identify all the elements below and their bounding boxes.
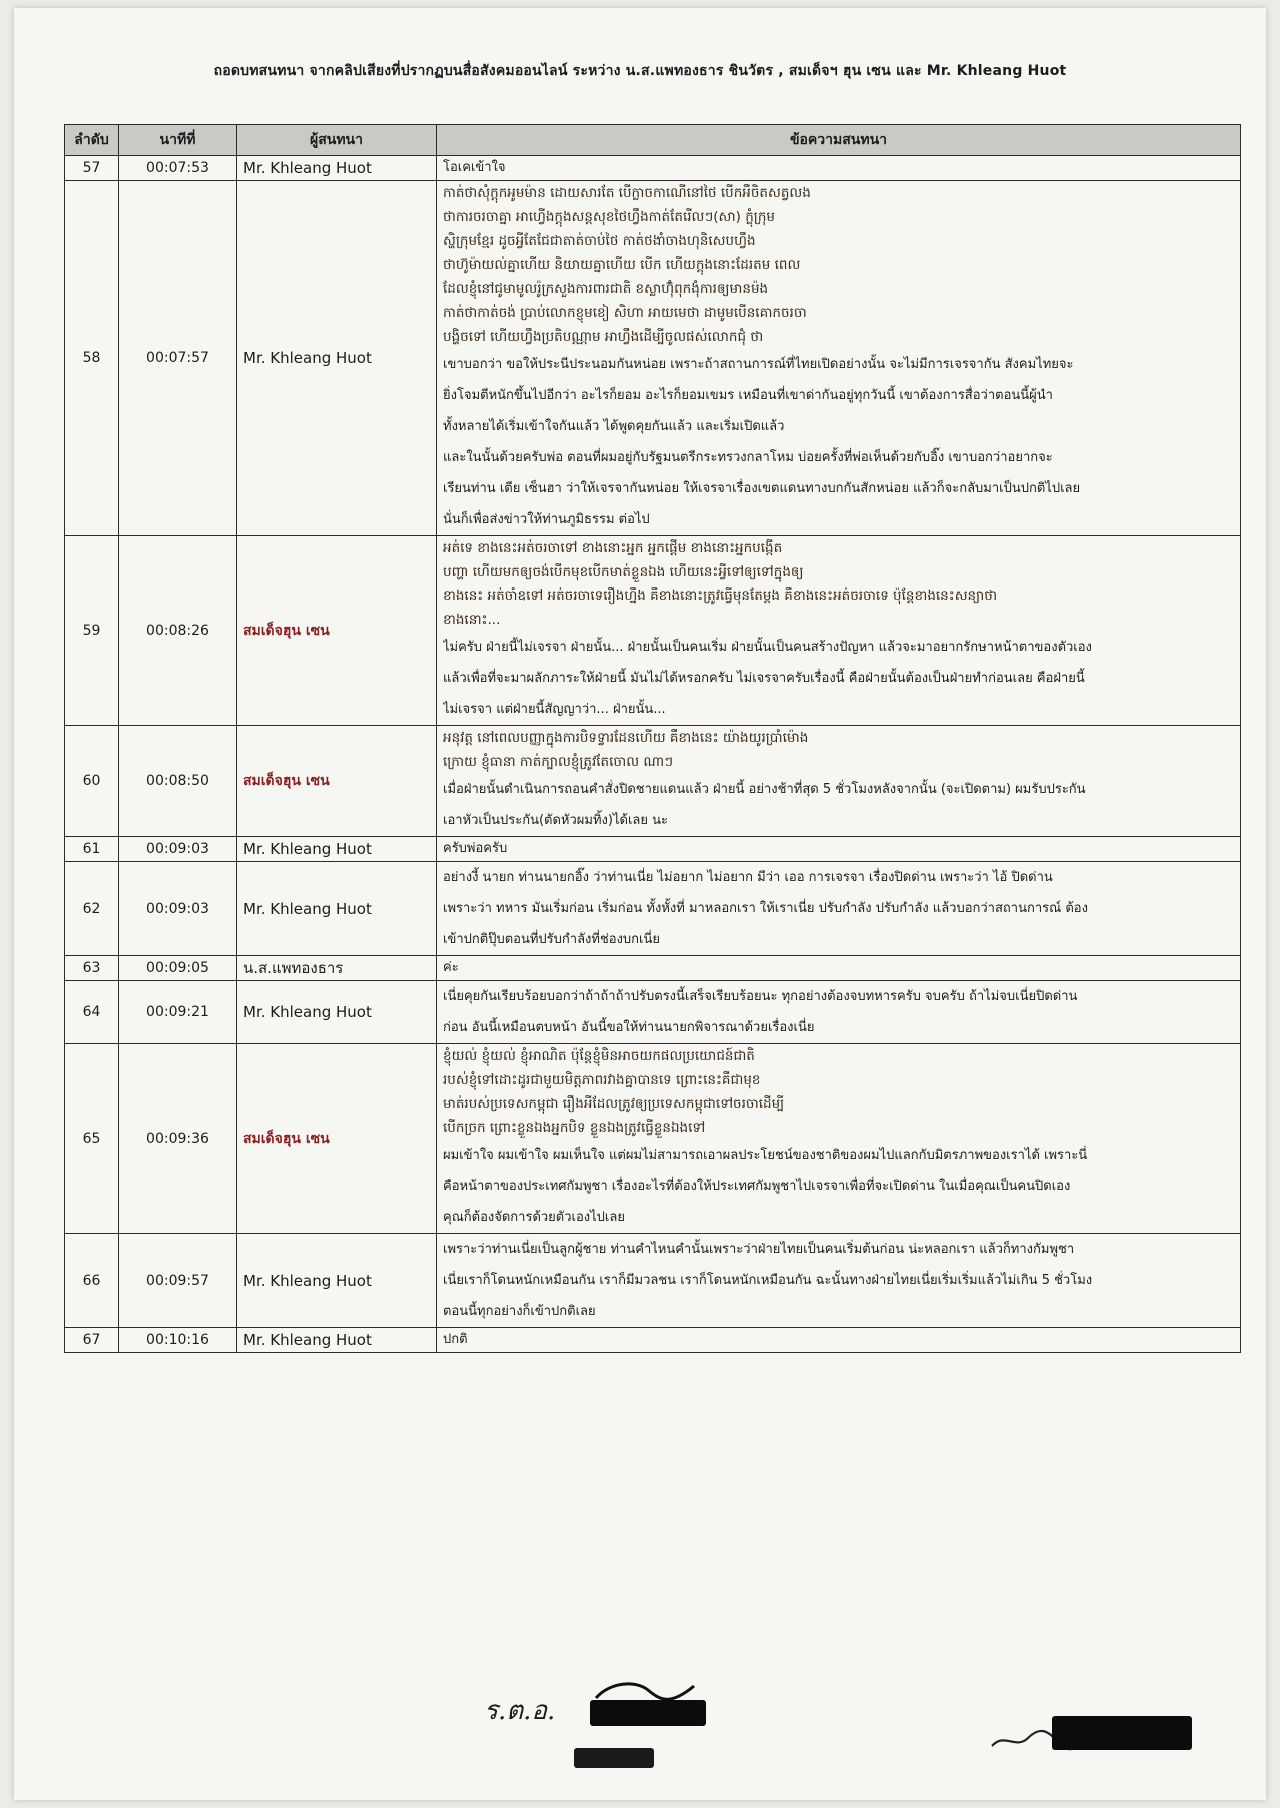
table-header-row <box>65 125 1241 156</box>
document-title: ถอดบทสนทนา จากคลิปเสียงที่ปรากฏบนสื่อสังคมออนไลน์ ระหว่าง น.ส.แพทองธาร ชินวัตร , สมเด็จฯ ฮุน เซน และ Mr. Khleang Huot <box>213 63 1067 79</box>
header-message: ข้อความสนทนา <box>437 125 1241 156</box>
row-number: 59 <box>65 536 119 726</box>
row-number: 66 <box>65 1234 119 1328</box>
row-speaker: Mr. Khleang Huot <box>237 862 437 956</box>
row-time: 00:09:57 <box>119 1234 237 1328</box>
row-message <box>437 862 1241 956</box>
row-number: 60 <box>65 726 119 837</box>
table-row <box>65 837 1241 862</box>
row-speaker: Mr. Khleang Huot <box>237 1234 437 1328</box>
row-number: 65 <box>65 1044 119 1234</box>
thai-line: เข้าปกติปุ๊บตอนที่ปรับกำลังที่ช่องบกเนี่ย <box>443 932 660 947</box>
thai-line: เรียนท่าน เตีย เซ็นฮา ว่าให้เจรจากันหน่อย ให้เจรจาเรื่องเขตแดนทางบกกันสักหน่อย แล้วก็จะกลับมาเป็นปกติไปเลย <box>443 481 1081 496</box>
thai-line: เขาบอกว่า ขอให้ประนีประนอมกันหน่อย เพราะถ้าสถานการณ์ที่ไทยเปิดอย่างนั้น จะไม่มีการเจรจากัน สังคมไทยจะ <box>443 357 1074 372</box>
row-number: 64 <box>65 981 119 1044</box>
row-number: 63 <box>65 956 119 981</box>
thai-line: ไม่ครับ ฝ่ายนี้ไม่เจรจา ฝ่ายนั้น... ฝ่ายนั้นเป็นคนเริ่ม ฝ่ายนั้นเป็นคนสร้างปัญหา แล้วจะมาอยากรักษาหน้าตาของตัวเอง <box>443 640 1092 655</box>
header-minute: นาทีที่ <box>119 125 237 156</box>
thai-line: เนี่ยคุยกันเรียบร้อยบอกว่าถ้าถ้าถ้าปรับตรงนี้เสร็จเรียบร้อยนะ ทุกอย่างต้องจบทหารครับ จบครับ ถ้าไม่จบเนี่ยปิดด่าน <box>443 989 1078 1004</box>
khmer-line: ថាហ៊ូម៉ាយល់គ្នាហើយ និយាយគ្នាហើយ បើក ហើយក្ដុងនោះដែរតម ពេល <box>443 257 801 273</box>
row-message <box>437 1328 1241 1353</box>
thai-line: ครับพ่อครับ <box>443 841 508 856</box>
header-order: ลำดับ <box>65 125 119 156</box>
row-number: 61 <box>65 837 119 862</box>
header-speaker: ผู้สนทนา <box>237 125 437 156</box>
thai-line: ปกติ <box>443 1332 468 1347</box>
redaction-bar-right <box>1052 1716 1192 1750</box>
thai-line: โอเคเข้าใจ <box>443 160 506 175</box>
thai-line: ตอนนี้ทุกอย่างก็เข้าปกติเลย <box>443 1304 596 1319</box>
row-number: 62 <box>65 862 119 956</box>
transcript-table <box>64 124 1241 1353</box>
row-speaker: น.ส.แพทองธาร <box>237 956 437 981</box>
khmer-line: ខ្ញុំយល់ ខ្ញុំយល់ ខ្ញុំអាណិត ប៉ុន្តែខ្ញុំមិនអាចយកផលប្រយោជន៍ជាតិ <box>443 1048 755 1064</box>
row-time: 00:09:05 <box>119 956 237 981</box>
table-row <box>65 862 1241 956</box>
row-speaker: Mr. Khleang Huot <box>237 1328 437 1353</box>
redaction-bar-stamp <box>574 1748 654 1768</box>
footer-initials: ร.ต.อ. <box>484 1696 556 1726</box>
redaction-bar-signature <box>590 1700 706 1726</box>
row-time: 00:08:50 <box>119 726 237 837</box>
thai-line: เอาหัวเป็นประกัน(ตัดหัวผมทิ้ง)ได้เลย นะ <box>443 813 668 828</box>
row-speaker: Mr. Khleang Huot <box>237 181 437 536</box>
row-message <box>437 956 1241 981</box>
thai-line: และในนั้นด้วยครับพ่อ ตอนที่ผมอยู่กับรัฐมนตรีกระทรวงกลาโหม บ่อยครั้งที่พ่อเห็นด้วยกับอิ๊ง เขาบอกว่าอยากจะ <box>443 450 1053 465</box>
row-time: 00:08:26 <box>119 536 237 726</box>
row-time: 00:07:53 <box>119 156 237 181</box>
khmer-line: បញ្ហា ហើយមកឲ្យចង់បើកមុខបើកមាត់ខ្លួនឯង ហើយនេះអ្វីទៅឲ្យទៅក្នុងឲ្យ <box>443 564 804 580</box>
thai-line: ไม่เจรจา แต่ฝ่ายนี้สัญญาว่า... ฝ่ายนั้น... <box>443 702 666 717</box>
khmer-line: បើកច្រក ព្រោះខ្លួនឯងអ្នកបិទ ខ្លួនឯងត្រូវធ្វើខ្លួនឯងទៅ <box>443 1120 706 1136</box>
table-row <box>65 1044 1241 1234</box>
khmer-line: ស្ហិក្រុមខ្មែរ ដូចអ្វីតែជែជាតាត់ចាប់ថៃ កាត់ថងាំចាងហុនិសេបហ្វឹង <box>443 233 756 249</box>
row-time: 00:07:57 <box>119 181 237 536</box>
khmer-line: បង្ហិចទៅ ហើយហ្វឹងប្រតិបណ្ណាម អាហ្វឹងដើម្បីចូលផស់លោកជុំ ថា <box>443 329 764 345</box>
row-number: 58 <box>65 181 119 536</box>
khmer-line: ដែលខ្ញុំនៅជូមាមូលរ៉ូក្រសួងការពារជាតិ ខស្លាហ៊ុំពុកងុំការឲ្យមានម៉ង <box>443 281 769 297</box>
thai-line: เพราะว่า ทหาร มันเริ่มก่อน เริ่มก่อน ทั้งหั้งที่ มาหลอกเรา ให้เราเนี่ย ปรับกำลัง ปรับกำลัง แล้วบอกว่าสถานการณ์ ต้อง <box>443 901 1088 916</box>
row-speaker: สมเด็จฮุน เซน <box>237 1044 437 1234</box>
table-row <box>65 981 1241 1044</box>
table-row <box>65 956 1241 981</box>
khmer-line: អនុវត្ត នៅពេលបញ្ញាក្នុងការបិទទ្វារដែនហើយ គឺខាងនេះ យ៉ាងយូរប្រាំម៉ោង <box>443 730 809 746</box>
table-row <box>65 181 1241 536</box>
row-message <box>437 536 1241 726</box>
thai-line: คือหน้าตาของประเทศกัมพูชา เรื่องอะไรที่ต้องให้ประเทศกัมพูชาไปเจรจาเพื่อที่จะเปิดด่าน ในเมื่อคุณเป็นคนปิดเอง <box>443 1179 1071 1194</box>
khmer-line: កាត់ថាកាត់ចង់ ប្រាប់លោកខ្ញុមខៀ សិហា អាយមេថា ដាមូមបើនគោកចរចា <box>443 305 807 321</box>
thai-line: เนี่ยเราก็โดนหนักเหมือนกัน เราก็มีมวลชน เราก็โดนหนักเหมือนกัน ฉะนั้นทางฝ่ายไทยเนี่ยเริ่มเริ่มแล้วไม่เกิน 5 ชั่วโมง <box>443 1273 1093 1288</box>
row-number: 67 <box>65 1328 119 1353</box>
row-time: 00:09:03 <box>119 837 237 862</box>
thai-line: ก่อน อันนี้เหมือนตบหน้า อันนี้ขอให้ท่านนายกพิจารณาด้วยเรื่องเนี่ย <box>443 1020 815 1035</box>
row-message <box>437 156 1241 181</box>
table-row <box>65 1234 1241 1328</box>
row-time: 00:10:16 <box>119 1328 237 1353</box>
row-speaker: สมเด็จฮุน เซน <box>237 726 437 837</box>
row-speaker: สมเด็จฮุน เซน <box>237 536 437 726</box>
khmer-line: របស់ខ្ញុំទៅដោះដូរជាមួយមិត្តភាពរវាងគ្នាបានទេ ព្រោះនេះគឺជាមុខ <box>443 1072 761 1088</box>
row-number: 57 <box>65 156 119 181</box>
row-speaker: Mr. Khleang Huot <box>237 981 437 1044</box>
row-time: 00:09:36 <box>119 1044 237 1234</box>
row-message <box>437 726 1241 837</box>
row-message <box>437 1234 1241 1328</box>
row-message <box>437 837 1241 862</box>
transcript-body <box>65 156 1241 1353</box>
thai-line: อย่างงี้ นายก ท่านนายกอิ๊ง ว่าท่านเนี่ย ไม่อยาก ไม่อยาก มีว่า เออ การเจรจา เรื่องปิดด่าน เพราะว่า ไอ้ ปิดด่าน <box>443 870 1053 885</box>
row-speaker: Mr. Khleang Huot <box>237 837 437 862</box>
thai-line: คุณก็ต้องจัดการด้วยตัวเองไปเลย <box>443 1210 625 1225</box>
row-speaker: Mr. Khleang Huot <box>237 156 437 181</box>
thai-line: ผมเข้าใจ ผมเข้าใจ ผมเห็นใจ แต่ผมไม่สามารถเอาผลประโยชน์ของชาติของผมไปแลกกับมิตรภาพของเราได้ เพราะนี่ <box>443 1148 1088 1163</box>
thai-line: แล้วเพื่อที่จะมาผลักภาระให้ฝ่ายนี้ มันไม่ได้หรอกครับ ไม่เจรจาครับเรื่องนี้ คือฝ่ายนั้นต้องเป็นฝ่ายทำก่อนเลย คือฝ่ายนี้ <box>443 671 1085 686</box>
khmer-line: ក្រោយ ខ្ញុំធានា កាត់ក្បាលខ្ញុំត្រូវតែចោល ណាៗ <box>443 754 674 770</box>
khmer-line: ខាងនោះ... <box>443 612 501 628</box>
table-row <box>65 1328 1241 1353</box>
khmer-line: ថាការចរចាគ្នា អាហ្វើងក្ដុងសន្តសុខថៃហ្វឹងកាត់តែរើលៗ(សា) ក្លុំក្រុម <box>443 209 775 225</box>
row-message <box>437 1044 1241 1234</box>
table-row <box>65 536 1241 726</box>
table-row <box>65 726 1241 837</box>
row-time: 00:09:03 <box>119 862 237 956</box>
thai-line: ทั้งหลายได้เริ่มเข้าใจกันแล้ว ได้พูดคุยกันแล้ว และเริ่มเปิดแล้ว <box>443 419 785 434</box>
thai-line: เมื่อฝ่ายนั้นดำเนินการถอนคำสั่งปิดชายแดนแล้ว ฝ่ายนี้ อย่างช้าที่สุด 5 ชั่วโมงหลังจากนั้น (จะเปิดตาม) ผมรับประกัน <box>443 782 1086 797</box>
row-time: 00:09:21 <box>119 981 237 1044</box>
khmer-line: កាត់ថាសុំក្ដុកអូមម៉ាន ដោយសារតែ បើក្លាចកាណើនៅថៃ បើកអឺចិតសត្វលង <box>443 185 811 201</box>
thai-line: นั่นก็เพื่อส่งข่าวให้ท่านภูมิธรรม ต่อไป <box>443 512 650 527</box>
thai-line: ค่ะ <box>443 960 459 975</box>
row-message <box>437 181 1241 536</box>
khmer-line: ខាងនេះ អត់ចាំឧទៅ អត់ចរចាទេរឿងហ្នឹង គឺខាងនោះត្រូវធ្វើមុនតែម្ដង គឺខាងនេះអត់ចរចាទេ ប៉ុន្តែខាងនេះសន្យាថា <box>443 588 998 604</box>
table-row <box>65 156 1241 181</box>
khmer-line: មាត់របស់ប្រទេសកម្ពុជា រឿងអីដែលត្រូវឲ្យប្រទេសកម្ពុជាទៅចរចាដើម្បី <box>443 1096 785 1112</box>
thai-line: เพราะว่าท่านเนี่ยเป็นลูกผู้ชาย ท่านคำไหนคำนั้นเพราะว่าฝ่ายไทยเป็นคนเริ่มต้นก่อน น่ะหลอกเรา แล้วก็ทางกัมพูชา <box>443 1242 1075 1257</box>
khmer-line: អត់ទេ ខាងនេះអត់ចរចាទៅ ខាងនោះអ្នក អ្នកផ្ដើម ខាងនោះអ្នកបង្កើត <box>443 540 783 556</box>
row-message <box>437 981 1241 1044</box>
thai-line: ยิ่งโจมตีหนักขึ้นไปอีกว่า อะไรก็ยอม อะไรก็ยอมเขมร เหมือนที่เขาด่ากันอยู่ทุกวันนี้ เขาต้องการสื่อว่าตอนนี้ผู้นำ <box>443 388 1053 403</box>
